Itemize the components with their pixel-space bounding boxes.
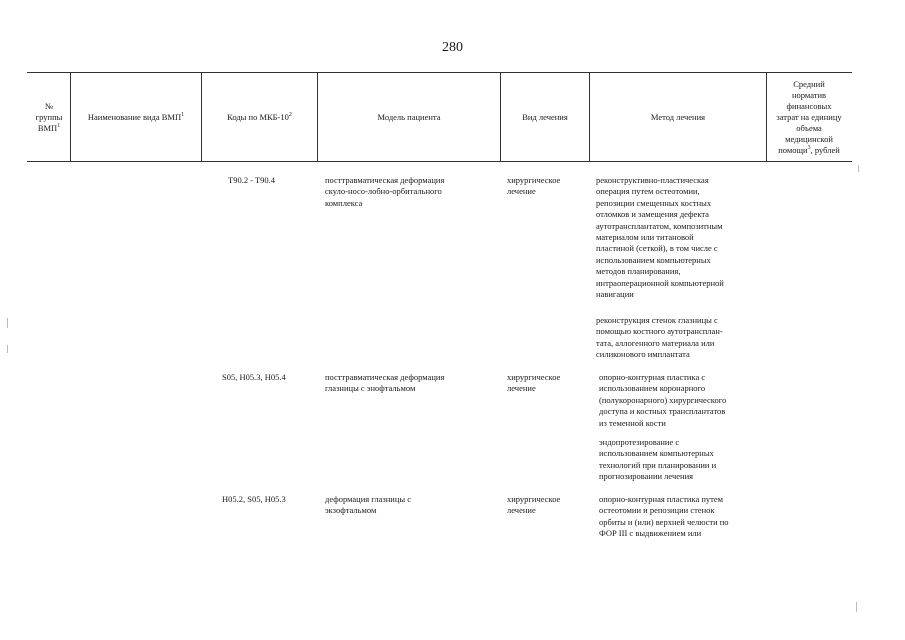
header-treatment-type: Вид лечения [522, 111, 568, 122]
header-patient-model: Модель пациента [377, 111, 441, 122]
row-3-treatment-type: хирургическое лечение [507, 494, 561, 516]
row-2-treatment-type: хирургическое лечение [507, 372, 561, 394]
row-2-method-1: опорно-контурная пластика с использованием коронарного (полукоронарного) хирургического доступа и костных трансплантатов из теменной кости [599, 372, 727, 428]
row-1-icd-codes: T90.2 - T90.4 [228, 175, 276, 185]
row-3-icd-codes: H05.2, S05, H05.3 [222, 494, 286, 504]
row-3-method-1: опорно-контурная пластика путем остеотомии и репозиции стенок орбиты и (или) верхней челюсти по ФОР III с выдвижением или [599, 494, 729, 539]
header-icd-codes: Коды по МКБ-$10^2$ [227, 111, 292, 122]
row-1-treatment-type: хирургическое лечение [507, 175, 561, 197]
header-group-number: № группы ВМП$^1$ [35, 100, 63, 133]
scan-artifact [858, 165, 859, 172]
row-2-method-2: эндопротезирование с использованием компьютерных технологий при планировании и прогнозировании лечения [599, 437, 717, 482]
scan-artifact [856, 602, 857, 612]
row-1-method-2: реконструкция стенок глазницы с помощью костного аутотрансплан- тата, аллогенного материала или силиконового имплантата [596, 315, 723, 360]
scan-artifact [7, 318, 8, 328]
row-1-patient-model: посттравматическая деформация скуло-носо-лобно-орбитального комплекса [325, 175, 445, 208]
row-2-icd-codes: S05, H05.3, H05.4 [222, 372, 286, 382]
page-number: 280 [442, 40, 463, 55]
scan-artifact [7, 345, 8, 353]
header-treatment-method: Метод лечения [650, 111, 706, 122]
table-header-bottom-rule [27, 161, 852, 162]
table-top-rule [27, 72, 852, 73]
header-vmp-name: Наименование вида ВМП$^1$ [87, 111, 185, 122]
row-2-patient-model: посттравматическая деформация глазницы с энофтальмом [325, 372, 445, 394]
header-average-cost: Средний норматив финансовых затрат на единицу объема медицинской помощи$^3$, рублей [776, 78, 842, 155]
row-1-method-1: реконструктивно-пластическая операция путем остеотомии, репозиции смещенных костных отломков и замещения дефекта аутотрансплантатом, композитным материалом или титановой пластиной (сеткой), в том числе с использованием компьютерных методов планирования, интраоперационной компьютерной навигации [596, 175, 724, 300]
row-3-patient-model: деформация глазницы с экзофтальмом [325, 494, 411, 516]
